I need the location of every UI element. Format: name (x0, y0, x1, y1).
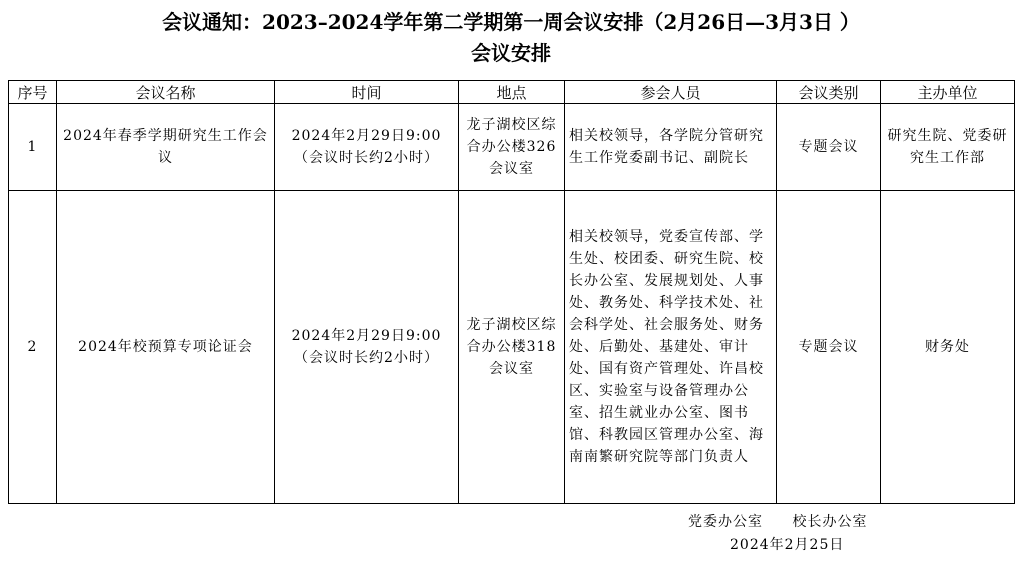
cell-category: 专题会议 (777, 104, 881, 191)
cell-place: 龙子湖校区综合办公楼326会议室 (459, 104, 565, 191)
column-header-time: 时间 (275, 81, 459, 104)
cell-host: 财务处 (881, 191, 1015, 504)
cell-no: 2 (9, 191, 57, 504)
cell-category: 专题会议 (777, 191, 881, 504)
issuer-president-office: 校长办公室 (792, 514, 868, 530)
column-header-name: 会议名称 (57, 81, 275, 104)
cell-place: 龙子湖校区综合办公楼318会议室 (459, 191, 565, 504)
cell-time: 2024年2月29日9:00（会议时长约2小时） (275, 191, 459, 504)
cell-no: 1 (9, 104, 57, 191)
column-header-category: 会议类别 (777, 81, 881, 104)
cell-attendees: 相关校领导，党委宣传部、学生处、校团委、研究生院、校长办公室、发展规划处、人事处、教务处、科学技术处、社会科学处、社会服务处、财务处、后勤处、基建处、审计处、国有资产管理处、许昌校区、实验室与设备管理办公室、招生就业办公室、图书馆、科教园区管理办公室、海南南繁研究院等部门负责人 (565, 191, 777, 504)
column-header-host: 主办单位 (881, 81, 1015, 104)
issuer-line (688, 512, 867, 532)
notice-title: 会议通知：2023–2024学年第二学期第一周会议安排（2月26日—3月3日 ） (162, 10, 860, 34)
cell-attendees: 相关校领导，各学院分管研究生工作党委副书记、副院长 (565, 104, 777, 191)
issue-date: 2024年2月25日 (730, 537, 845, 553)
cell-meeting-name: 2024年春季学期研究生工作会议 (57, 104, 275, 191)
cell-meeting-name: 2024年校预算专项论证会 (57, 191, 275, 504)
table-row (9, 104, 1015, 191)
cell-time: 2024年2月29日9:00（会议时长约2小时） (275, 104, 459, 191)
issuer-party-office: 党委办公室 (688, 514, 763, 530)
column-header-attendees: 参会人员 (565, 81, 777, 104)
cell-host: 研究生院、党委研究生工作部 (881, 104, 1015, 191)
column-header-no: 序号 (9, 81, 57, 104)
column-header-place: 地点 (459, 81, 565, 104)
table-header-row (9, 81, 1015, 104)
meeting-schedule-table (8, 80, 1015, 504)
notice-subtitle: 会议安排 (471, 41, 551, 65)
table-row (9, 191, 1015, 504)
